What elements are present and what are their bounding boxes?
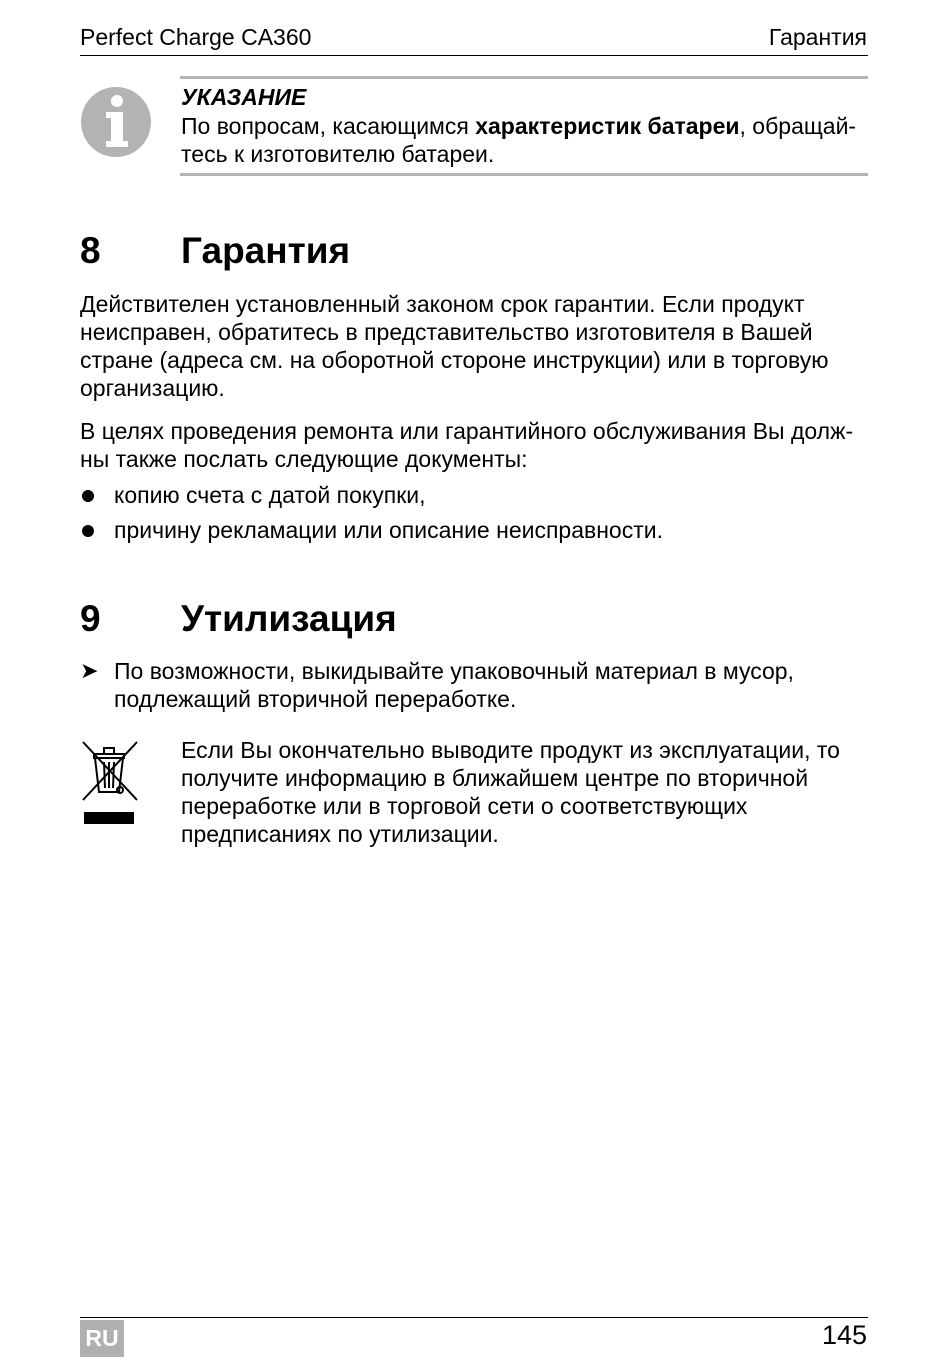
- header-section: Гарантия: [768, 24, 867, 50]
- bullet-item: причину рекламации или описание неисправности.: [114, 517, 663, 543]
- section-8-number: 8: [80, 230, 101, 271]
- section-9-title: Утилизация: [181, 598, 397, 639]
- note-text: По вопросам, касающимся характеристик батареи, обращай-тесь к изготовителю батареи.: [181, 113, 857, 167]
- bullet-item: копию счета с датой покупки,: [114, 482, 426, 508]
- note-top-divider: [180, 76, 868, 79]
- header-divider: [80, 55, 868, 56]
- header-product: Perfect Charge CA360: [80, 24, 312, 50]
- footer-divider: [80, 1317, 868, 1318]
- page-number: 145: [821, 1320, 867, 1350]
- documents-paragraph: В целях проведения ремонта или гарантийного обслуживания Вы долж-ны также послать следующие документы:: [80, 418, 854, 472]
- packaging-instruction: По возможности, выкидывайте упаковочный материал в мусор, подлежащий вторичной переработке.: [114, 658, 794, 712]
- note-bottom-divider: [180, 173, 868, 176]
- arrow-icon: ➤: [80, 658, 99, 683]
- language-badge: RU: [80, 1320, 124, 1357]
- section-9-number: 9: [80, 598, 101, 639]
- warranty-paragraph: Действителен установленный законом срок гарантии. Если продукт неисправен, обратитесь в представительство изготовителя в Вашей стране (адреса см. на оборотной стороне инструкции) или в торговую организацию.: [80, 291, 829, 401]
- info-icon: [80, 86, 152, 158]
- bullet-icon: [82, 525, 94, 537]
- disposal-text: Если Вы окончательно выводите продукт из эксплуатации, то получите информацию в ближайшем центре по вторичной переработке или в торговой сети о соответствующих предписаниях по утилизации.: [181, 737, 840, 847]
- note-title: УКАЗАНИЕ: [181, 84, 307, 110]
- section-8-title: Гарантия: [181, 230, 351, 271]
- crossed-out-bin-icon: [80, 740, 140, 828]
- bullet-icon: [82, 490, 94, 502]
